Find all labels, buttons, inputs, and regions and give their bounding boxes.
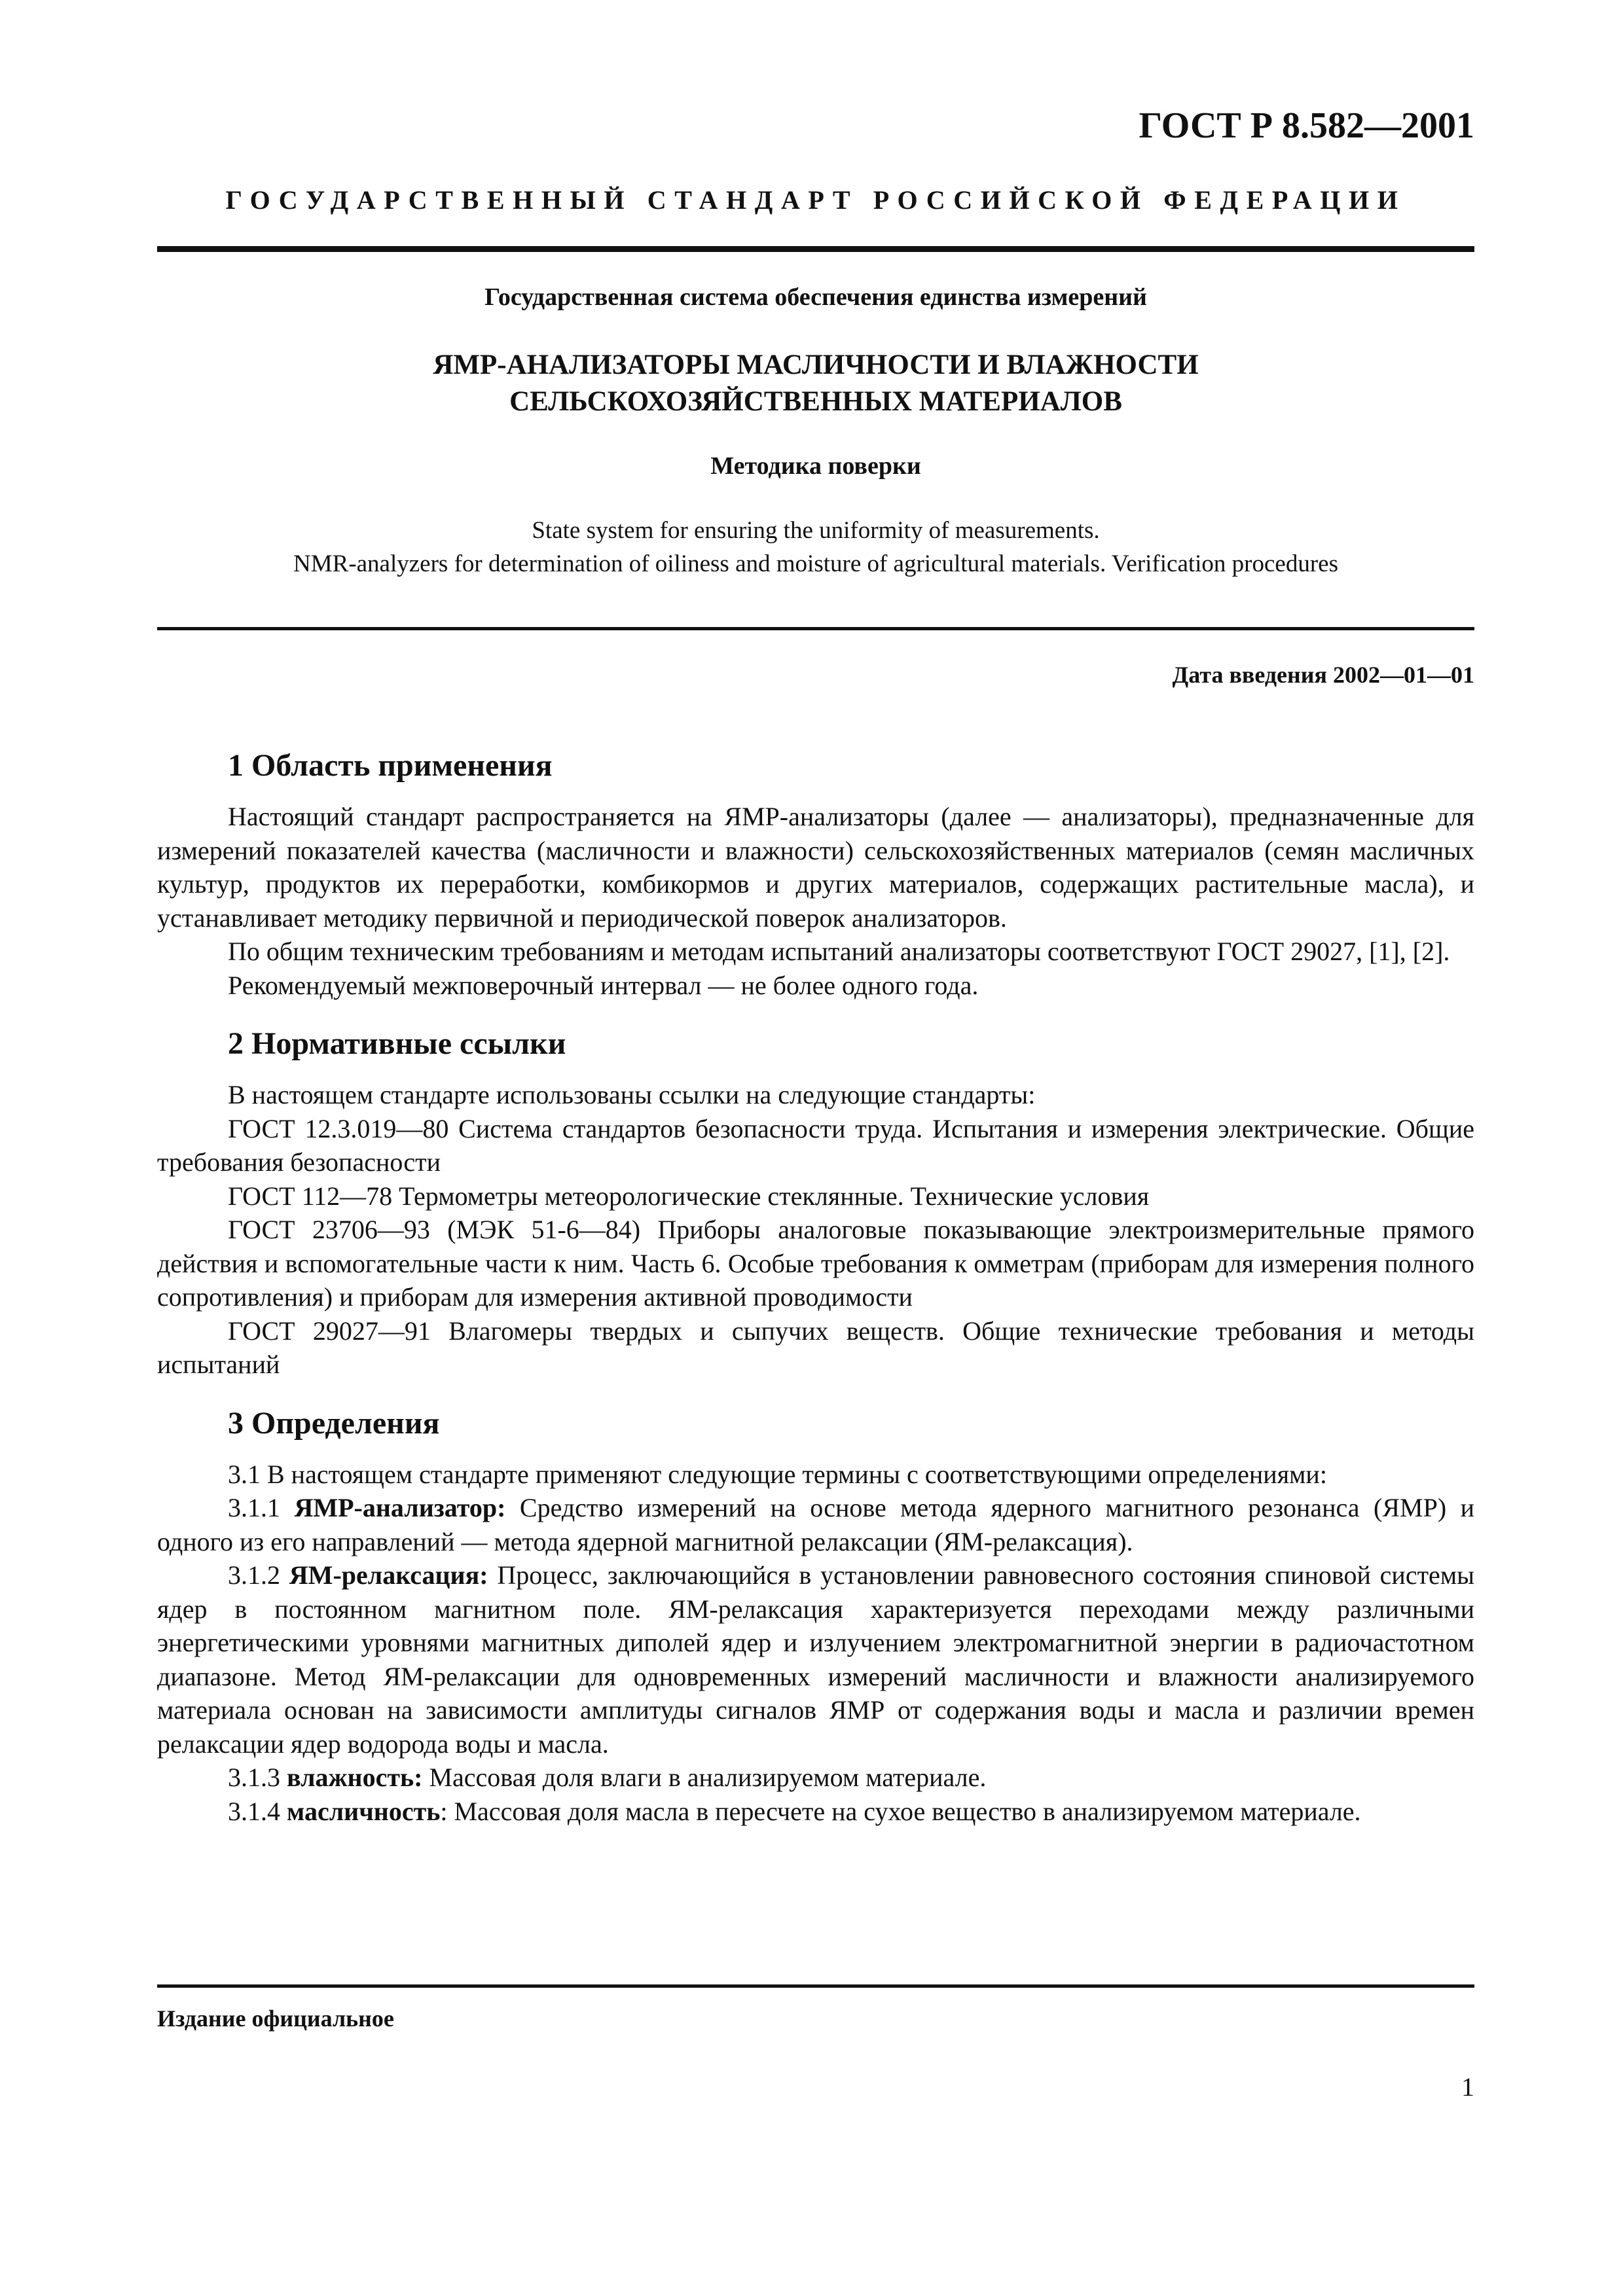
definition-number: 3.1.1 xyxy=(228,1493,280,1522)
document-title-line2: СЕЛЬСКОХОЗЯЙСТВЕННЫХ МАТЕРИАЛОВ xyxy=(509,386,1122,417)
reference-item: ГОСТ 23706—93 (МЭК 51-6—84) Приборы аналоговые показывающие электроизмерительные прямого действия и вспомогательные части к ним. Часть 6. Особые требования к омметрам (приборам для измерения полного сопротивления) и приборам для измерения активной проводимости xyxy=(157,1215,1474,1312)
definition-term: ЯМР-анализатор: xyxy=(294,1493,506,1522)
document-body xyxy=(157,746,1474,1828)
definition-nmr-analyzer xyxy=(157,1491,1474,1558)
reference-item: ГОСТ 29027—91 Влагомеры твердых и сыпучих веществ. Общие технические требования и методы испытаний xyxy=(157,1316,1474,1379)
header-divider xyxy=(157,246,1474,252)
title-divider xyxy=(157,627,1474,630)
method-subtitle: Методика поверки xyxy=(710,452,921,480)
section-3-paragraph-3-1: 3.1 В настоящем стандарте применяют следующие термины с соответствующими определениями: xyxy=(228,1459,1327,1489)
definition-number: 3.1.2 xyxy=(228,1560,280,1590)
introduction-date: Дата введения 2002—01—01 xyxy=(1172,662,1474,688)
definition-nm-relaxation xyxy=(157,1558,1474,1761)
document-title xyxy=(157,347,1474,420)
definition-term: влажность: xyxy=(287,1763,423,1792)
english-title xyxy=(157,514,1474,581)
section-2-heading: 2 Нормативные ссылки xyxy=(228,1026,566,1061)
official-edition-label: Издание официальное xyxy=(157,2005,394,2032)
definition-text: Средство измерений на основе метода ядерного магнитного резонанса (ЯМР) и одного из его направлений — метода ядерной магнитной релаксации (ЯМ-релаксация). xyxy=(157,1493,1474,1556)
definition-number: 3.1.4 xyxy=(228,1796,280,1826)
state-standard-title: ГОСУДАРСТВЕННЫЙ СТАНДАРТ РОССИЙСКОЙ ФЕДЕРАЦИИ xyxy=(225,185,1406,215)
section-1-paragraph-3: Рекомендуемый межповерочный интервал — не более одного года. xyxy=(228,970,979,1000)
measurement-system-title: Государственная система обеспечения единства измерений xyxy=(484,283,1147,311)
reference-item: ГОСТ 112—78 Термометры метеорологические стеклянные. Технические условия xyxy=(228,1181,1150,1211)
gost-code: ГОСТ Р 8.582—2001 xyxy=(1139,105,1474,146)
definition-term: масличность xyxy=(287,1796,441,1826)
english-title-line1: State system for ensuring the uniformity of measurements. xyxy=(532,517,1100,544)
definition-moisture xyxy=(157,1761,1474,1795)
definition-number: 3.1.3 xyxy=(228,1763,280,1792)
definition-text: Массовая доля влаги в анализируемом материале. xyxy=(429,1763,987,1792)
section-1-heading: 1 Область применения xyxy=(228,748,553,783)
section-2-intro: В настоящем стандарте использованы ссылки на следующие стандарты: xyxy=(228,1080,1036,1109)
section-1-paragraph-2: По общим техническим требованиям и методам испытаний анализаторы соответствуют ГОСТ 29027, [1], [2]. xyxy=(228,937,1450,966)
section-1-paragraph-1: Настоящий стандарт распространяется на ЯМР-анализаторы (далее — анализаторы), предназначенные для измерений показателей качества (масличности и влажности) сельскохозяйственных материалов (семян масличных культур, продуктов их переработки, комбикормов и других материалов, содержащих растительные масла), и устанавливает методику первичной и периодической поверок анализаторов. xyxy=(157,802,1474,933)
definition-term: ЯМ-релаксация: xyxy=(289,1560,488,1590)
definition-oiliness xyxy=(157,1795,1474,1829)
document-title-line1: ЯМР-АНАЛИЗАТОРЫ МАСЛИЧНОСТИ И ВЛАЖНОСТИ xyxy=(433,350,1199,380)
english-title-line2: NMR-analyzers for determination of oiliness and moisture of agricultural materials. Verification procedures xyxy=(293,550,1338,577)
page-number: 1 xyxy=(1461,2072,1474,2102)
definition-text: Процесс, заключающийся в установлении равновесного состояния спиновой системы ядер в постоянном магнитном поле. ЯМ-релаксация характеризуется переходами между различными энергетическими уровнями магнитных диполей ядер и излучением электромагнитной энергии в радиочастотном диапазоне. Метод ЯМ-релаксации для одновременных измерений масличности и влажности анализируемого материала основан на зависимости амплитуды сигналов ЯМР от содержания воды и масла и различии времен релаксации ядер водорода воды и масла. xyxy=(157,1560,1475,1759)
reference-item: ГОСТ 12.3.019—80 Система стандартов безопасности труда. Испытания и измерения электрические. Общие требования безопасности xyxy=(157,1113,1474,1177)
definition-text: : Массовая доля масла в пересчете на сухое вещество в анализируемом материале. xyxy=(440,1796,1361,1826)
section-3-heading: 3 Определения xyxy=(228,1405,440,1441)
footer-divider xyxy=(157,1984,1474,1988)
